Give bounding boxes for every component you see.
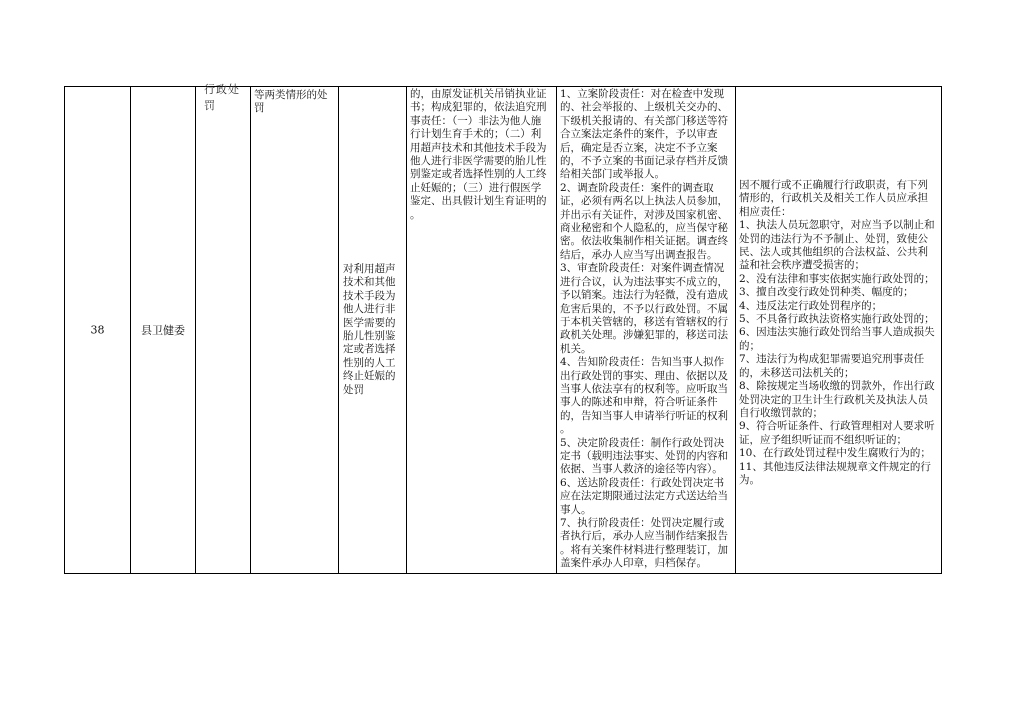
legal-basis-text: 的，由原发证机关吊销执业证 书；构成犯罪的，依法追究刑 事责任：（一）非法为他人施 行计划生育手术的；（二）利 用超声技术和其他技术手段为 他人进行非医学需要的胎儿性 别鉴定或者选择性别的人工终 止妊娠的；（三）进行假医学 鉴定、出具假计划生育证明的 。 [410, 88, 547, 221]
item-name: 等两类情形的处罚 [254, 89, 328, 115]
responsibility-cell [557, 87, 736, 573]
responsibility-table [64, 83, 942, 574]
department-name: 县卫健委 [141, 324, 185, 337]
sub-item-name: 对利用超声 技术和其他 技术手段为 他人进行非 医学需要的 胎儿性别鉴 定或者选择 性别的人工 终止妊娠的 处罚 [343, 263, 396, 396]
department-cell [131, 87, 196, 573]
accountability-cell [736, 87, 943, 573]
category-cell [196, 83, 251, 573]
category-label-cut: 行政处罚 [204, 83, 240, 112]
accountability-text: 因不履行或不正确履行行政职责，有下列 情形的，行政机关及相关工作人员应承担 相应责任： 1、执法人员玩忽职守，对应当予以制止和 处罚的违法行为不予制止、处罚，致使公 民、法人或其他组织的合法权益、公共利 益和社会秩序遭受损害的； 2、没有法律和事实依据实施行政处罚的； 3、擅自改变行政处罚种类、幅度的； 4、违反法定行政处罚程序的； 5、不具备行政执法资格实施行政处罚的； 6、因违法实施行政处罚给当事人造成损失 的； 7、违法行为构成犯罪需要追究刑事责任 的，未移送司法机关的； 8、除按规定当场收缴的罚款外，作出行政 处罚决定的卫生计生行政机关及执法人员 自行收缴罚款的； 9、符合听证条件、行政管理相对人要求听 证，应予组织听证而不组织听证的； 10、在行政处罚过程中发生腐败行为的； 11、其他违反法律法规规章文件规定的行 为。 [739, 179, 935, 486]
item-name-cell [251, 87, 339, 573]
responsibility-text: 1、立案阶段责任：对在检查中发现 的、社会举报的、上级机关交办的、 下级机关报请的、有关部门移送等符 合立案法定条件的案件，予以审查 后，确定是否立案，决定不予立案 的，不予立案的书面记录存档并反馈 给相关部门或举报人。 2、调查阶段责任：案件的调查取 证，必须有两名以上执法人员参加， 并出示有关证件，对涉及国家机密、 商业秘密和个人隐私的，应当保守秘 密。依法收集制作相关证据。调查终 结后，承办人应当写出调查报告。 3、审查阶段责任：对案件调查情况 进行合议，认为违法事实不成立的， 予以销案。违法行为轻微，没有造成 危害后果的，不予以行政处罚。不属 于本机关管辖的，移送有管辖权的行 政机关处理。涉嫌犯罪的，移送司法 机关。 4、告知阶段责任：告知当事人拟作 出行政处罚的事实、理由、依据以及 当事人依法享有的权利等。应听取当 事人的陈述和申辩，符合听证条件 的，告知当事人申请举行听证的权利 。 5、决定阶段责任：制作行政处罚决 定书（载明违法事实、处罚的内容和 依据、当事人救济的途径等内容）。 6、送达阶段责任：行政处罚决定书 应在法定期限通过法定方式送达给当 事人。 7、执行阶段责任：处罚决定履行或 者执行后，承办人应当制作结案报告 。将有关案件材料进行整理装订，加 盖案件承办人印章，归档保存。 [560, 88, 728, 570]
row-number-cell [65, 87, 131, 573]
legal-basis-cell [407, 87, 557, 573]
row-number: 38 [90, 323, 105, 337]
sub-item-cell [339, 87, 407, 573]
